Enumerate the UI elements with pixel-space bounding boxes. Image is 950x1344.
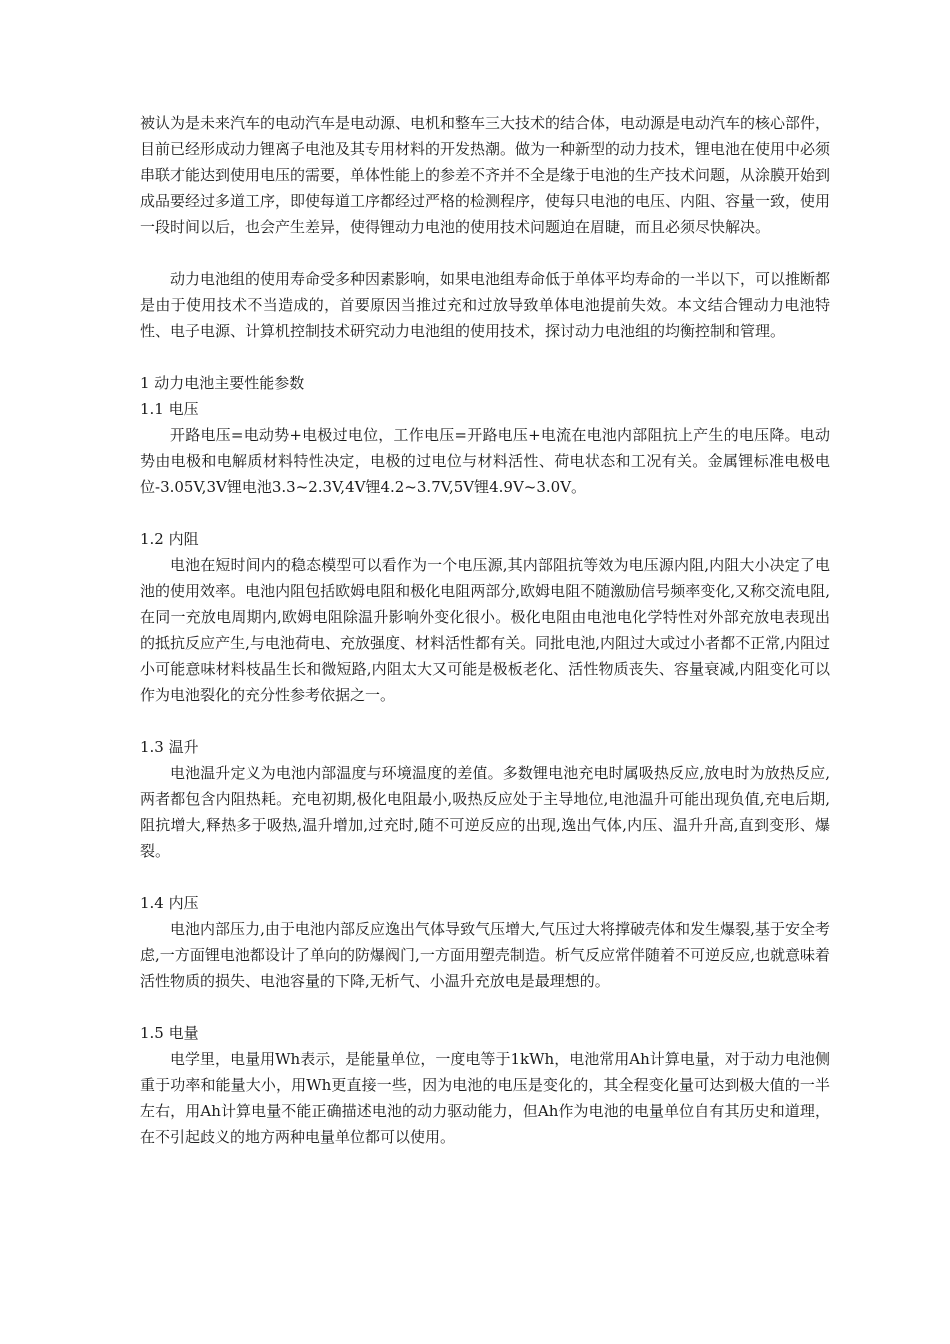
section-1-2 — [140, 526, 830, 708]
spacer — [140, 344, 830, 370]
intro-paragraph-2: 动力电池组的使用寿命受多种因素影响，如果电池组寿命低于单体平均寿命的一半以下，可以推断都是由于使用技术不当造成的，首要原因当推过充和过放导致单体电池提前失效。本文结合锂动力电池特性、电子电源、计算机控制技术研究动力电池组的使用技术，探讨动力电池组的均衡控制和管理。 — [140, 270, 831, 340]
spacer — [140, 240, 830, 266]
section-1-4 — [140, 890, 830, 994]
spacer — [140, 864, 830, 890]
section-1-1-title: 1.1 电压 — [140, 400, 199, 418]
section-1-3 — [140, 734, 830, 864]
intro-paragraph-1: 被认为是未来汽车的电动汽车是电动源、电机和整车三大技术的结合体，电动源是电动汽车的核心部件，目前已经形成动力锂离子电池及其专用材料的开发热潮。做为一种新型的动力技术，锂电池在使用中必须串联才能达到使用电压的需要，单体性能上的参差不齐并不全是缘于电池的生产技术问题，从涂膜开始到成品要经过多道工序，即使每道工序都经过严格的检测程序，使每只电池的电压、内阻、容量一致，使用一段时间以后，也会产生差异，使得锂动力电池的使用技术问题迫在眉睫，而且必须尽快解决。 — [140, 114, 831, 236]
chapter-1-title: 1 动力电池主要性能参数 — [140, 374, 305, 392]
section-1-5-title: 1.5 电量 — [140, 1024, 199, 1042]
section-1-1-body: 开路电压=电动势+电极过电位，工作电压=开路电压+电流在电池内部阻抗上产生的电压降。电动势由电极和电解质材料特性决定，电极的过电位与材料活性、荷电状态和工况有关。金属锂标准电极电位-3.05V,3V锂电池3.3~2.3V,4V锂4.2~3.7V,5V锂4.9V~3.0V。 — [140, 426, 830, 496]
section-1-1 — [140, 396, 830, 500]
section-1-2-title: 1.2 内阻 — [140, 530, 199, 548]
spacer — [140, 708, 830, 734]
section-1-4-body: 电池内部压力,由于电池内部反应逸出气体导致气压增大,气压过大将撑破壳体和发生爆裂,基于安全考虑,一方面锂电池都设计了单向的防爆阀门,一方面用塑壳制造。析气反应常伴随着不可逆反应,也就意味着活性物质的损失、电池容量的下降,无析气、小温升充放电是最理想的。 — [140, 920, 830, 990]
section-1-5 — [140, 1020, 830, 1150]
section-1-5-body: 电学里，电量用Wh表示，是能量单位，一度电等于1kWh，电池常用Ah计算电量，对于动力电池侧重于功率和能量大小，用Wh更直接一些，因为电池的电压是变化的，其全程变化量可达到极大值的一半左右，用Ah计算电量不能正确描述电池的动力驱动能力，但Ah作为电池的电量单位自有其历史和道理，在不引起歧义的地方两种电量单位都可以使用。 — [140, 1050, 830, 1146]
section-1-3-body: 电池温升定义为电池内部温度与环境温度的差值。多数锂电池充电时属吸热反应,放电时为放热反应,两者都包含内阻热耗。充电初期,极化电阻最小,吸热反应处于主导地位,电池温升可能出现负值,充电后期,阻抗增大,释热多于吸热,温升增加,过充时,随不可逆反应的出现,逸出气体,内压、温升升高,直到变形、爆裂。 — [140, 764, 830, 860]
document-page — [140, 110, 830, 1150]
spacer — [140, 500, 830, 526]
section-1-3-title: 1.3 温升 — [140, 738, 199, 756]
section-1-2-body: 电池在短时间内的稳态模型可以看作为一个电压源,其内部阻抗等效为电压源内阻,内阻大小决定了电池的使用效率。电池内阻包括欧姆电阻和极化电阻两部分,欧姆电阻不随激励信号频率变化,又称交流电阻,在同一充放电周期内,欧姆电阻除温升影响外变化很小。极化电阻由电池电化学特性对外部充放电表现出的抵抗反应产生,与电池荷电、充放强度、材料活性都有关。同批电池,内阻过大或过小者都不正常,内阻过小可能意味材料枝晶生长和微短路,内阻太大又可能是极板老化、活性物质丧失、容量衰减,内阻变化可以作为电池裂化的充分性参考依据之一。 — [140, 556, 830, 704]
section-1-4-title: 1.4 内压 — [140, 894, 199, 912]
spacer — [140, 994, 830, 1020]
